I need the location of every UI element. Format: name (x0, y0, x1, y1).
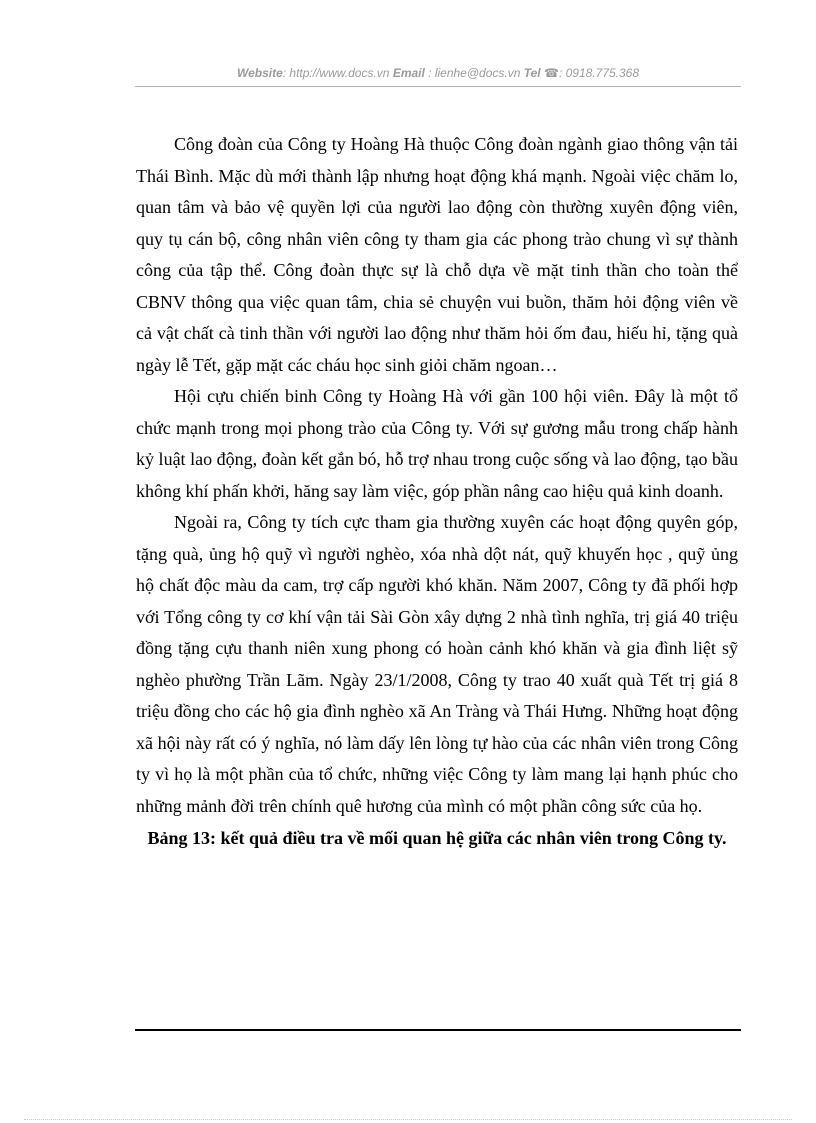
page-header (135, 66, 741, 80)
header-divider (135, 86, 741, 87)
phone-icon: ☎ (544, 66, 559, 80)
footer-divider (135, 1029, 741, 1031)
document-body (136, 129, 738, 855)
website-value: : http://www.docs.vn (282, 66, 390, 80)
paragraph-charity: Ngoài ra, Công ty tích cực tham gia thường xuyên các hoạt động quyên góp, tặng quà, ủng hộ quỹ vì người nghèo, xóa nhà dột nát, quỹ khuyến học , quỹ ủng hộ chất độc màu da cam, trợ cấp người khó khăn. Năm 2007, Công ty đã phối hợp với Tổng công ty cơ khí vận tải Sài Gòn xây dựng 2 nhà tình nghĩa, trị giá 40 triệu đồng tặng cựu thanh niên xung phong có hoàn cảnh khó khăn và gia đình liệt sỹ nghèo phường Trần Lãm. Ngày 23/1/2008, Công ty trao 40 xuất quà Tết trị giá 8 triệu đồng cho các hộ gia đình nghèo xã An Tràng và Thái Hưng. Những hoạt động xã hội này rất có ý nghĩa, nó làm dấy lên lòng tự hào của các nhân viên trong Công ty vì họ là một phần của tổ chức, những việc Công ty làm mang lại hạnh phúc cho những mảnh đời trên chính quê hương của mình có một phần công sức của họ. (136, 512, 738, 816)
table-caption: Bảng 13: kết quả điều tra về mối quan hệ giữa các nhân viên trong Công ty. (147, 828, 727, 848)
tel-label: Tel (523, 66, 541, 80)
email-value: : lienhe@docs.vn (424, 66, 521, 80)
email-label: Email (392, 66, 425, 80)
tel-value: : 0918.775.368 (558, 66, 640, 80)
page-bottom-edge (24, 1119, 792, 1120)
paragraph-veterans: Hội cựu chiến binh Công ty Hoàng Hà với gần 100 hội viên. Đây là một tổ chức mạnh trong mọi phong trào của Công ty. Với sự gương mẫu trong chấp hành kỷ luật lao động, đoàn kết gắn bó, hỗ trợ nhau trong cuộc sống và lao động, tạo bầu không khí phấn khởi, hăng say làm việc, góp phần nâng cao hiệu quả kinh doanh. (136, 386, 738, 501)
paragraph-trade-union: Công đoàn của Công ty Hoàng Hà thuộc Công đoàn ngành giao thông vận tải Thái Bình. Mặc dù mới thành lập nhưng hoạt động khá mạnh. Ngoài việc chăm lo, quan tâm và bảo vệ quyền lợi của người lao động còn thường xuyên động viên, quy tụ cán bộ, công nhân viên công ty tham gia các phong trào chung vì sự thành công của tập thể. Công đoàn thực sự là chỗ dựa về mặt tinh thần cho toàn thể CBNV thông qua việc quan tâm, chia sẻ chuyện vui buồn, thăm hỏi động viên về cả vật chất cà tinh thần với người lao động như thăm hỏi ốm đau, hiếu hỉ, tặng quà ngày lễ Tết, gặp mặt các cháu học sinh giỏi chăm ngoan… (136, 134, 738, 375)
website-label: Website (236, 66, 283, 80)
